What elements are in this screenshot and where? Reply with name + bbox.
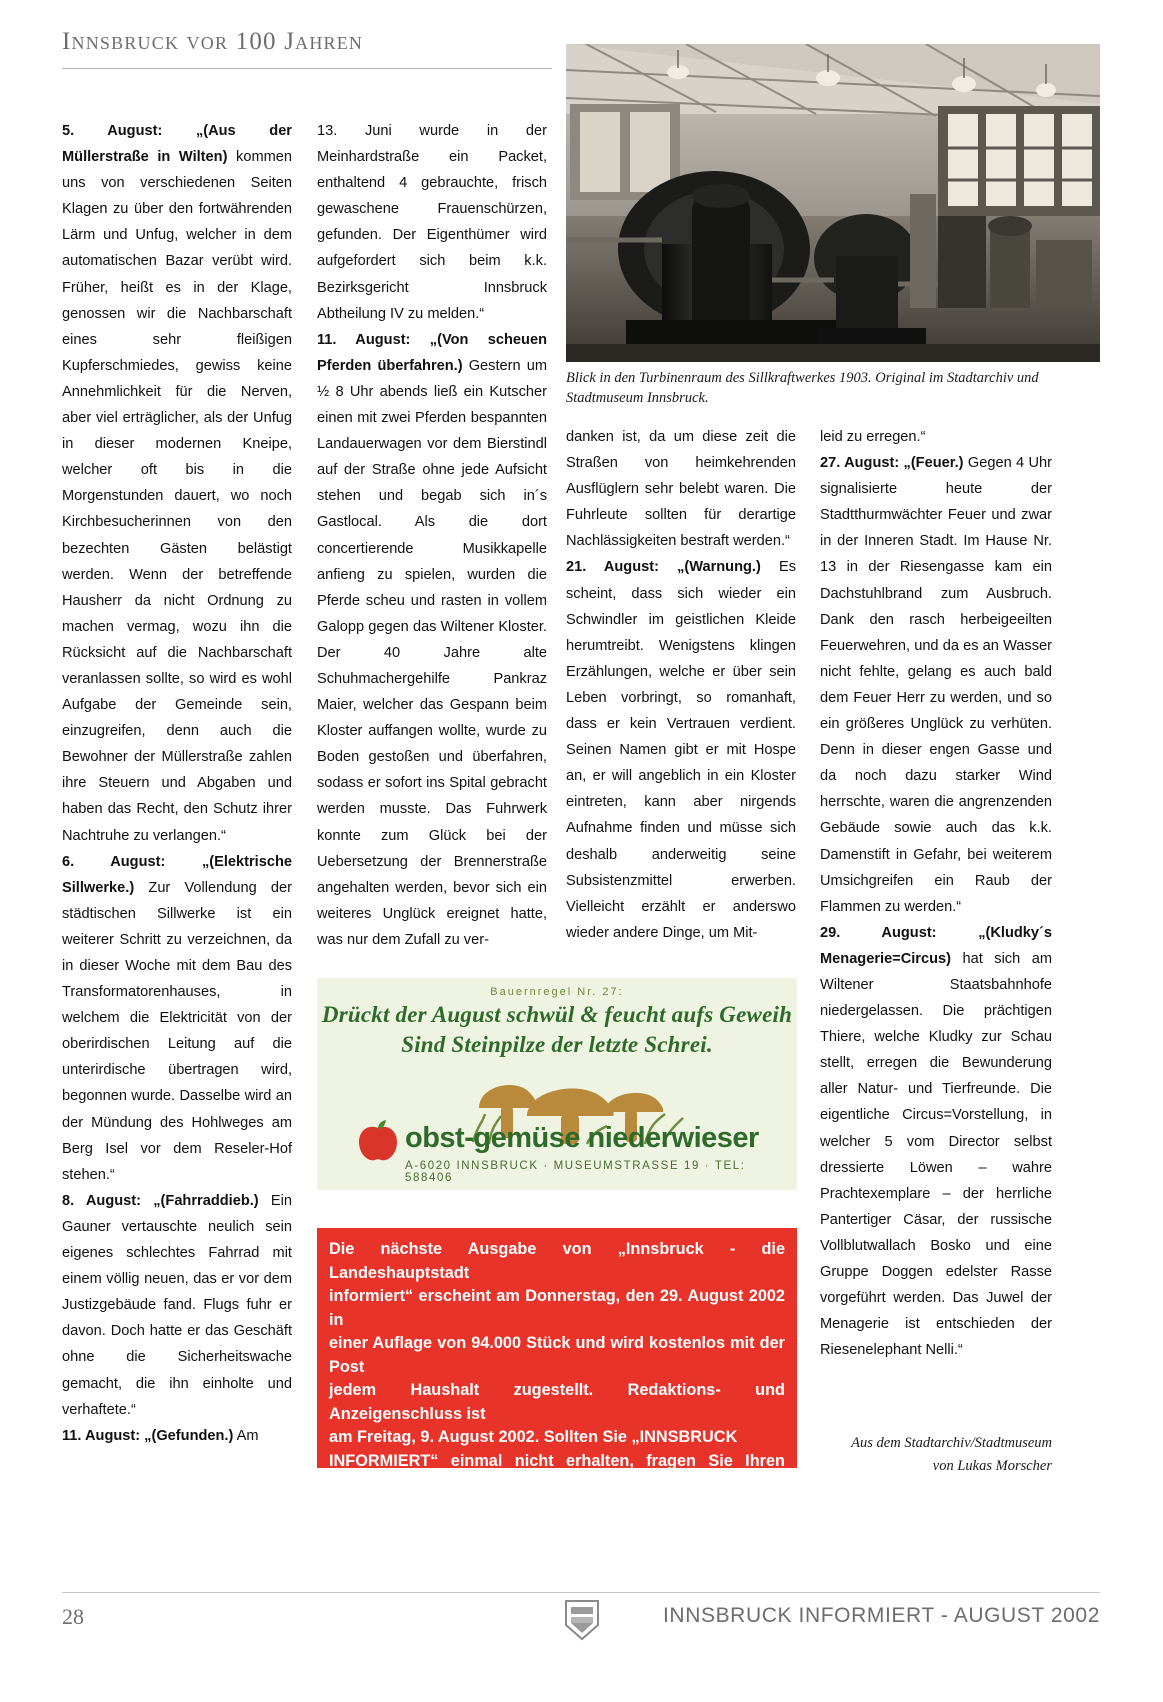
- lead-in: 5. August: „(Aus der Müllerstraße in Wilten): [62, 123, 292, 166]
- header-divider: [62, 68, 552, 69]
- paragraph: [317, 327, 547, 953]
- paragraph: [62, 849, 292, 1188]
- paragraph-text: Gestern um ½ 8 Uhr abends ließ ein Kutscher einen mit zwei Pferden bespannten Landauerwagen vor dem Bierstindl auf der Straße ohne jede Aufsicht stehen und begab sich in´s Gastlocal. Als die dort concertierende Musikkapelle anfieng zu spielen, wurden die Pferde scheu und rasten in vollem Galopp gegen das Wiltener Kloster. Der 40 Jahre alte Schuhmachergehilfe Pankraz Maier, welcher das Gespann beim Kloster auffangen wollte, wurde zu Boden gestoßen und überfahren, sodass er sofort ins Spital gebracht werden musste. Das Fuhrwerk konnte zum Glück bei der Uebersetzung der Brennerstraße angehalten werden, bevor sich ein weiteres Unglück ereignet hatte, was nur dem Zufall zu ver-: [317, 357, 548, 948]
- city-coat-of-arms-icon: [562, 1597, 602, 1641]
- paragraph-text: Es scheint, dass sich wieder ein Schwindler im geistlichen Kleide herumtreibt. Wenigstens klingen Erzählungen, welche er über sein Leben vorbringt, so romanhaft, dass er kein Vertrauen verdient. Seinen Namen gibt er mit Hospe an, er will angeblich in ein Kloster eintreten, kann aber nirgends Aufnahme finden und müsse sich deshalb anderweitig seine Subsistenzmittel erwerben. Vielleicht erzählt er anderswo wieder andere Dinge, um Mit-: [566, 559, 797, 941]
- ad-red-line: INFORMIERT“ einmal nicht erhalten, fragen Sie Ihren Briefträger: [329, 1451, 785, 1493]
- paragraph: [820, 450, 1052, 920]
- source-line-1: Aus dem Stadtarchiv/Stadtmuseum: [851, 1435, 1052, 1451]
- ad-red-line: einer Auflage von 94.000 Stück und wird kostenlos mit der Post: [329, 1334, 785, 1376]
- lead-in: 27. August: „(Feuer.): [820, 455, 964, 472]
- lead-in: 11. August: „(Gefunden.): [62, 1427, 234, 1444]
- paragraph: [566, 554, 796, 945]
- turbine-hall-photo: [566, 44, 1100, 362]
- paragraph: leid zu erregen.“: [820, 429, 926, 445]
- lead-in: 29. August: „(Kludky´s Menagerie=Circus): [820, 924, 1052, 967]
- footer-title: INNSBRUCK INFORMIERT - AUGUST 2002: [663, 1604, 1100, 1627]
- ad-red-line: danach oder teilen uns das mit: Rathaus-Medienservice,: [329, 1498, 765, 1517]
- lead-in: 11. August: „(Von scheuen Pferden überfahren.): [317, 331, 547, 374]
- paragraph: [820, 920, 1052, 1364]
- text-column-4: [820, 424, 1052, 1363]
- paragraph: [62, 1423, 292, 1449]
- ad-red-line: am Freitag, 9. August 2002. Sollten Sie „INNSBRUCK: [329, 1428, 738, 1446]
- ad-red-line: informiert“ erscheint am Donnerstag, den 29. August 2002 in: [329, 1287, 785, 1329]
- text-column-2: [317, 118, 547, 953]
- page-header: [62, 28, 562, 56]
- lead-in: 8. August: „(Fahrraddieb.): [62, 1192, 259, 1209]
- photo-caption: Blick in den Turbinenraum des Sillkraftwerkes 1903. Original im Stadtarchiv und Stadtmuseum Innsbruck.: [566, 370, 1039, 406]
- ad-address: A-6020 INNSBRUCK · MUSEUMSTRASSE 19 · TEL: 588406: [405, 1160, 746, 1184]
- paragraph: 13. Juni wurde in der Meinhardstraße ein Packet, enthaltend 4 gebrauchte, frisch gewaschene Frauenschürzen, gefunden. Der Eigenthümer wird aufgefordert sich beim k.k. Bezirksgericht Innsbruck Abtheilung IV zu melden.“: [317, 123, 547, 322]
- text-column-1: [62, 118, 292, 1449]
- ad-slogan-line2: Sind Steinpilze der letzte Schrei.: [401, 1032, 713, 1057]
- source-line-2: von Lukas Morscher: [932, 1458, 1052, 1474]
- text-column-3: [566, 424, 796, 946]
- paragraph: 5. August: „(Aus der Müllerstraße in Wilten) kommen uns von verschiedenen Seiten Klagen zu über den fortwährenden Lärm und Unfug, welcher in dem automatischen Bazar verübt wird. Früher, heißt es in der Klage, genossen wir die Nachbarschaft eines sehr fleißigen Kupferschmiedes, gewiss keine Annehmlichkeit für die Nerven, aber viel erträglicher, als der Unfug in dieser modernen Kneipe, welcher oft bis in die Morgenstunden dauert, wo noch Kirchbesucherinnen von den bezechten Gästen belästigt werden. Wenn der betreffende Hausherr da nicht Ordnung zu machen vermag, wozu ihn die Rücksicht auf die Nachbarschaft veranlassen sollte, so wird es wohl Aufgabe der Gemeinde sein, einzugreifen, denn auch die Bewohner der Müllerstraße zahlen ihre Steuern und Abgaben und haben das Recht, den Schutz ihrer Nachtruhe zu verlangen.“: [62, 123, 292, 844]
- lead-in: 21. August: „(Warnung.): [566, 559, 761, 576]
- footer-divider: [62, 1592, 1100, 1593]
- page-title: Innsbruck vor 100 Jahren: [62, 28, 364, 55]
- paragraph-text: hat sich am Wiltener Staatsbahnhofe niedergelassen. Die prächtigen Thiere, welche Kludky zur Schau stellt, erregen die Bewunderung aller Natur- und Tierfreunde. Die eigentliche Circus=Vorstellung, in welcher 5 vom Director selbst dressierte Löwen – wahre Prachtexemplare – der herrliche Pantertiger Cäsar, der russische Vollblutwallach Bosko und eine Gruppe Doggen edelster Rasse vorgeführt werden. Das Juwel der Menagerie ist entschieden der Riesenelephant Nelli.“: [820, 950, 1052, 1359]
- ad-red-line: jedem Haushalt zugestellt. Redaktions- und Anzeigenschluss ist: [329, 1381, 785, 1423]
- ad-slogan-line1: Drückt der August schwül & feucht aufs Geweih: [321, 1002, 793, 1027]
- paragraph: danken ist, da um diese zeit die Straßen von heimkehrenden Ausflüglern sehr belebt waren. Die Fuhrleute sollten für derartige Nachlässigkeiten bestraft werden.“: [566, 429, 796, 550]
- apple-icon: [355, 1118, 401, 1164]
- advertisement-next-issue[interactable]: [317, 1228, 797, 1611]
- lead-in: 6. August: „(Elektrische Sillwerke.): [62, 853, 292, 896]
- ad-brand-name: obst-gemüse niederwieser: [405, 1122, 759, 1154]
- ad-red-line: Die nächste Ausgabe von „Innsbruck - die Landeshauptstadt: [329, 1240, 785, 1282]
- ad-red-line: Fallmerayerstraße 2 (Ecke Fallmerayerstr./Colingasse), 1. Stock,: [329, 1522, 785, 1564]
- paragraph: [62, 1188, 292, 1423]
- ad-rule-label: Bauernregel Nr. 27:: [490, 986, 624, 998]
- page-number: 28: [62, 1604, 84, 1629]
- photo-illustration: [566, 44, 1100, 362]
- advertisement-niederwieser[interactable]: [317, 978, 797, 1190]
- paragraph-text: Gegen 4 Uhr signalisierte heute der Stadtthurmwächter Feuer und zwar in der Inneren Stadt. Im Hause Nr. 13 in der Riesengasse kam ein Dachstuhlbrand zum Ausbruch. Dank den rasch herbeigeeilten Feuerwehren, und da es an Wasser nicht fehlte, gelang es auch bald dem Feuer Herr zu werden, und so ein größeres Unglück zu verhüten. Denn in dieser engen Gasse und da noch dazu starker Wind herrschte, waren die angrenzenden Gebäude sowie auch das k.k. Damenstift in Gefahr, bei weiterem Umsichgreifen ein Raub der Flammen zu werden.“: [820, 455, 1052, 915]
- article-source: [820, 1432, 1052, 1478]
- paragraph-text: Ein Gauner vertauschte neulich sein eigenes schlechtes Fahrrad mit einem völlig neuen, das er vor dem Justizgebäude fand. Flugs fuhr er davon. Doch hatte er das Geschäft ohne die Sicherheitswache gemacht, die ihn einholte und verhaftete.“: [62, 1192, 292, 1418]
- paragraph-text: Am: [233, 1427, 259, 1444]
- paragraph-text: Zur Vollendung der städtischen Sillwerke ist ein weiterer Schritt zu verzeichnen, da in dieser Woche mit dem Bau des Transformatorenhauses, in welchem die Elektricität von der oberirdischen Leitung auf die unterirdische übertragen wird, begonnen wurde. Dasselbe wird an der Mündung des Hohlweges am Berg Isel vor dem Reseler-Hof stehen.“: [62, 879, 292, 1183]
- ad-red-line: Tel. 57 24 66, Fax 53 60 - 1757, e-mail: medienservice@magibk.at: [329, 1569, 785, 1611]
